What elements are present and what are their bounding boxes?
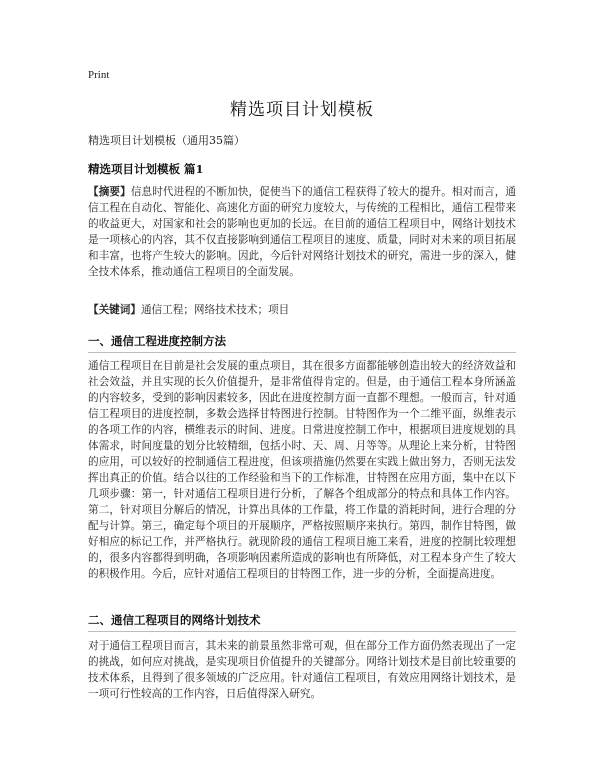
- section-body-2: 对于通信工程项目而言，其未来的前景虽然非常可观，但在部分工作方面仍然表现出了一定的挑战，如何应对挑战，是实现项目价值提升的关键部分。网络计划技术是目前比较重要的技术体系，且得到了很多领域的广泛应用。针对通信工程项目，有效应用网络计划技术，是一项可行性较高的工作内容，日后值得深入研究。: [88, 640, 516, 700]
- keywords-label: 【关键词】: [88, 304, 141, 316]
- section-divider: [88, 631, 516, 632]
- page-title: 精选项目计划模板: [230, 100, 374, 120]
- article-heading: 精选项目计划模板 篇1: [88, 162, 204, 176]
- keywords-text: 通信工程；网络技术技术；项目: [140, 304, 290, 316]
- abstract-text: 信息时代进程的不断加快，促使当下的通信工程获得了较大的提升。相对而言，通信工程在自动化、智能化、高速化方面的研究力度较大，与传统的工程相比，通信工程带来的收益更大，对国家和社会的影响也更加的长远。在目前的通信工程项目中，网络计划技术是一项核心的内容，其不仅直接影响到通信工程项目的速度、质量，同时对未来的项目拓展和丰富，也将产生较大的影响。因此，今后针对网络计划技术的研究，需进一步的深入，健全技术体系，推动通信工程项目的全面发展。: [88, 186, 516, 278]
- print-label[interactable]: Print: [88, 69, 110, 81]
- abstract-label: 【摘要】: [88, 186, 131, 198]
- section-heading-1: 一、通信工程进度控制方法: [88, 334, 226, 348]
- section-heading-2: 二、通信工程项目的网络计划技术: [88, 613, 261, 627]
- section-divider: [88, 352, 516, 353]
- keywords-paragraph: [88, 302, 516, 318]
- section-body-1: 通信工程项目在目前是社会发展的重点项目，其在很多方面都能够创造出较大的经济效益和社会效益，并且实现的长久价值提升，是非常值得肯定的。但是，由于通信工程本身所涵盖的内容较多，受到的影响因素较多，因此在进度控制方面一直都不理想。一般而言，针对通信工程项目的进度控制，多数会选择甘特图进行控制。甘特图作为一个二维平面，纵维表示的各项工作的内容，横维表示的时间、进度。日常进度控制工作中，根据项目进度规划的具体需求，时间度量的划分比较精细，包括小时、天、周、月等等。从理论上来分析，甘特图的应用，可以较好的控制通信工程进度，但该项措施仍然要在实践上做出努力，否则无法发挥出真正的价值。结合以往的工作经验和当下的工作标准，甘特图在应用方面，集中在以下几项步骤：第一，针对通信工程项目进行分析，了解各个组成部分的特点和具体工作内容。第二，针对项目分解后的情况，计算出具体的工作量，将工作量的消耗时间，进行合理的分配与计算。第三，确定每个项目的开展顺序，严格按照顺序来执行。第四，制作甘特图，做好相应的标记工作，并严格执行。就现阶段的通信工程项目施工来看，进度的控制比较理想的，很多内容都得到明确，各项影响因素所造成的影响也有所降低，对工程本身产生了较大的积极作用。今后，应针对通信工程项目的甘特图工作，进一步的分析，全面提高进度。: [88, 360, 516, 580]
- abstract-paragraph: [88, 184, 516, 280]
- document-subtitle: 精选项目计划模板（通用35篇）: [88, 134, 245, 147]
